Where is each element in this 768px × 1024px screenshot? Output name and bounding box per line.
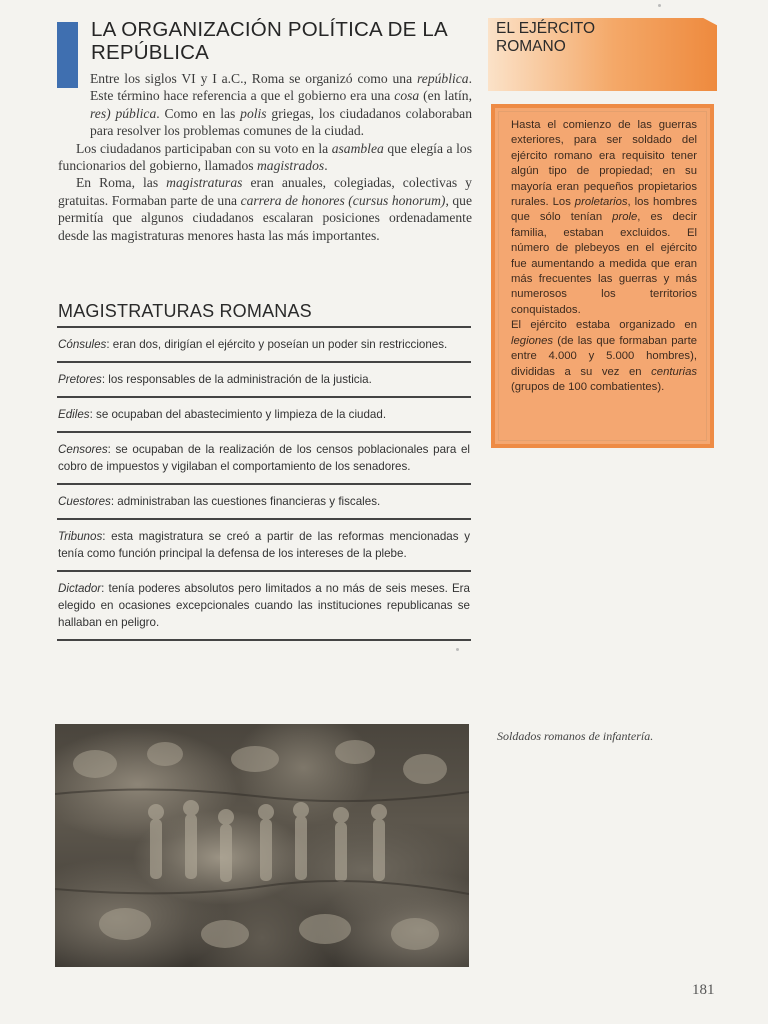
magistratura-term: Cónsules bbox=[58, 338, 107, 351]
italic-term: asamblea bbox=[331, 140, 384, 156]
magistratura-term: Ediles bbox=[58, 408, 90, 421]
magistratura-item bbox=[57, 361, 471, 396]
text-run: Hasta el comienzo de las guerras exteriores, para ser soldado del ejército romano era requisito tener algún tipo de propiedad; en su mayoría eran pequeños propietarios rurales. Los bbox=[511, 119, 697, 209]
magistratura-term: Censores bbox=[58, 443, 108, 456]
intro-paragraph bbox=[58, 174, 472, 244]
magistratura-item bbox=[57, 396, 471, 431]
italic-term: res) pública bbox=[90, 105, 157, 121]
text-run: El ejército estaba organizado en bbox=[511, 319, 697, 332]
text-run: En Roma, las bbox=[76, 175, 167, 191]
magistratura-description: : se ocupaban de la realización de los censos poblacionales para el cobro de impuestos y vigilaban el comportamiento de los senadores. bbox=[58, 443, 470, 473]
magistratura-description: : tenía poderes absolutos pero limitados a no más de seis meses. Era elegido en ocasiones excepcionales cuando las instituciones republicanas se hallaban en peligro. bbox=[58, 582, 470, 629]
stone-relief-soldiers-photo-icon bbox=[55, 724, 469, 967]
magistratura-description: : esta magistratura se creó a partir de las reformas mencionadas y tenía como función principal la defensa de los intereses de la plebe. bbox=[58, 530, 470, 560]
text-run: griegas, los ciudadanos colaboraban para resolver los problemas comunes de la ciudad. bbox=[90, 105, 472, 139]
magistratura-item bbox=[57, 326, 471, 361]
italic-term: polis bbox=[240, 105, 267, 121]
text-run: , los hombres que sólo tenían bbox=[511, 196, 697, 224]
magistratura-term: Dictador bbox=[58, 582, 102, 595]
text-run: . Como en las bbox=[156, 105, 241, 121]
intro-paragraph bbox=[58, 140, 472, 175]
magistratura-term: Cuestores bbox=[58, 495, 111, 508]
text-run: Entre los siglos VI y I a.C., Roma se organizó como una bbox=[90, 71, 417, 86]
scan-speck bbox=[658, 4, 661, 7]
magistratura-description: : eran dos, dirigían el ejército y poseían un poder sin restricciones. bbox=[106, 338, 448, 351]
text-run: eran anuales, colegiadas, colectivas y gratuitas. Formaban parte de una bbox=[58, 175, 472, 208]
text-run: , que permitía que algunos ciudadanos escalaran posiciones ordenadamente desde las magistraturas menores hasta las más importantes. bbox=[58, 192, 472, 243]
magistratura-description: : se ocupaban del abastecimiento y limpieza de la ciudad. bbox=[89, 408, 387, 421]
text-run: . Este término hace referencia a que el gobierno era una bbox=[90, 71, 472, 104]
magistraturas-list bbox=[57, 326, 471, 641]
magistratura-description: : administraban las cuestiones financieras y fiscales. bbox=[110, 495, 381, 508]
italic-term: república bbox=[417, 71, 469, 86]
magistratura-item bbox=[57, 483, 471, 518]
text-run: Los ciudadanos participaban con su voto en la bbox=[76, 140, 332, 156]
scan-speck bbox=[456, 648, 459, 651]
text-run: , es decir familia, estaban excluidos. El número de plebeyos en el ejército fue aumentando a medida que eran más frecuentes las guerras y más numerosos los territorios conquistados. bbox=[511, 211, 697, 316]
text-run: (grupos de 100 combatientes). bbox=[511, 380, 665, 393]
magistratura-term: Tribunos bbox=[58, 530, 103, 543]
italic-term: prole bbox=[612, 211, 638, 224]
sidebar-title-line: EL EJÉRCITO bbox=[496, 20, 596, 37]
magistratura-term: Pretores bbox=[58, 373, 102, 386]
sidebar-title bbox=[496, 20, 595, 56]
figure-caption: Soldados romanos de infantería. bbox=[497, 729, 654, 743]
italic-term: magistrados bbox=[256, 158, 325, 174]
italic-term: cosa bbox=[394, 88, 420, 104]
magistratura-item bbox=[57, 570, 471, 641]
sidebar-title-line: ROMANO bbox=[496, 38, 566, 55]
italic-term: carrera de honores (cursus honorum) bbox=[240, 192, 446, 208]
italic-term: legiones bbox=[511, 334, 554, 347]
italic-term: centurias bbox=[651, 365, 697, 378]
magistratura-description: : los responsables de la administración de la justicia. bbox=[101, 373, 372, 386]
text-run: (en latín, bbox=[419, 88, 472, 104]
sidebar-text bbox=[511, 118, 697, 395]
magistratura-item bbox=[57, 518, 471, 570]
magistratura-item bbox=[57, 431, 471, 483]
sidebar-paragraph bbox=[511, 118, 697, 318]
relief-photo bbox=[55, 724, 469, 967]
intro-paragraph bbox=[58, 70, 472, 140]
text-run: (de las que formaban parte entre 4.000 y 5.000 hombres), divididas a su vez en bbox=[511, 334, 697, 378]
magistraturas-heading: MAGISTRATURAS ROMANAS bbox=[58, 301, 312, 321]
intro-text bbox=[58, 70, 472, 244]
page-title: LA ORGANIZACIÓN POLÍTICA DE LA REPÚBLICA bbox=[91, 18, 447, 64]
italic-term: magistraturas bbox=[166, 175, 243, 191]
text-run: . bbox=[324, 158, 328, 174]
page-number: 181 bbox=[692, 982, 715, 998]
text-run: que elegía a los funcionarios del gobierno, llamados bbox=[58, 140, 472, 174]
italic-term: proletarios bbox=[574, 196, 628, 209]
sidebar-paragraph bbox=[511, 318, 697, 395]
